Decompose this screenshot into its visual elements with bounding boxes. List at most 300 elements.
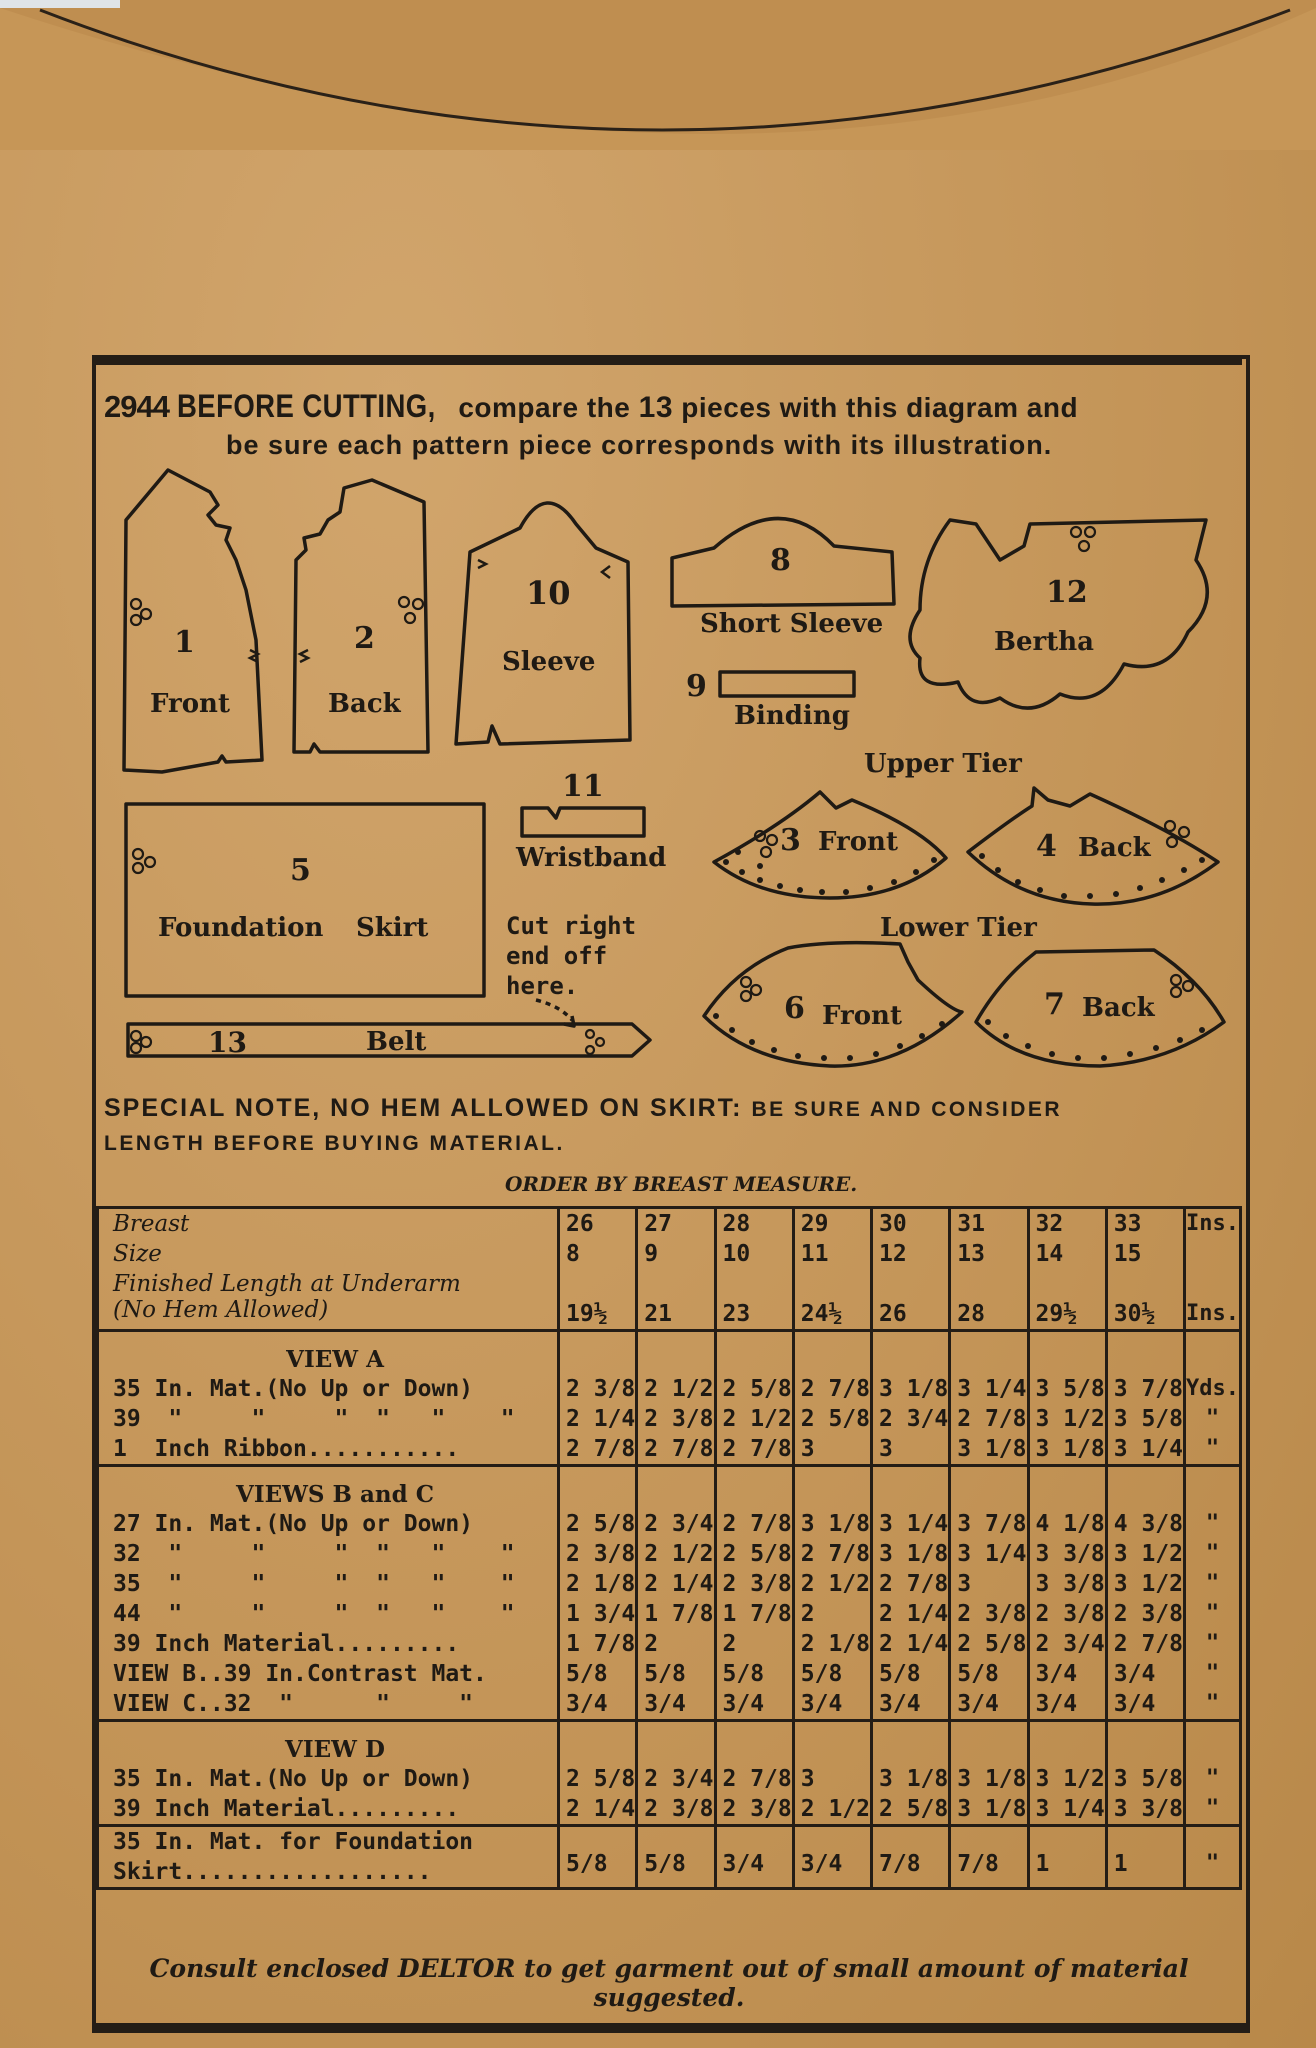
spacer [1036, 1722, 1105, 1764]
row-label: Skirt.................. [113, 1859, 432, 1885]
yardage-value: 3 1/8 [1035, 1436, 1105, 1462]
yardage-value: 2 3/8 [566, 1541, 636, 1567]
unit-value: " [1205, 1541, 1220, 1566]
piece-10-number: 10 [526, 574, 571, 612]
special-note-rest: BE SURE AND CONSIDER [751, 1098, 1063, 1121]
spacer [801, 1722, 870, 1764]
yardage-value: 3/4 [800, 1851, 843, 1877]
section-values [637, 1331, 715, 1466]
size-value: 8 [566, 1241, 580, 1267]
yardage-value: 2 7/8 [879, 1571, 949, 1597]
length-value: 30½ [1113, 1301, 1156, 1327]
length-value: 29½ [1035, 1301, 1078, 1327]
unit-value: " [1205, 1851, 1220, 1876]
spacer [1114, 1269, 1183, 1299]
size-header-row [98, 1208, 1241, 1331]
yardage-value: 3 1/4 [957, 1376, 1027, 1402]
section-values [950, 1826, 1028, 1889]
yardage-value: 2 3/8 [566, 1376, 636, 1402]
row-label: VIEW B..39 In.Contrast Mat. [113, 1661, 487, 1687]
yardage-value: 3/4 [957, 1691, 999, 1717]
yardage-value: 5/8 [879, 1661, 921, 1687]
yardage-value: 2 1/4 [644, 1571, 714, 1597]
yardage-value: 2 1/2 [800, 1571, 871, 1597]
spacer [1114, 1467, 1183, 1509]
section-values [715, 1331, 793, 1466]
yardage-value: 3/4 [1035, 1661, 1078, 1687]
piece-11-number: 11 [562, 769, 604, 804]
section-row-3 [98, 1826, 1241, 1889]
yardage-value: 3 1/2 [1035, 1766, 1105, 1792]
size-value: 10 [722, 1241, 751, 1267]
row-label: 35 " " " " " " [113, 1571, 515, 1597]
size-col-3 [793, 1208, 871, 1331]
row-label: 35 In. Mat.(No Up or Down) [113, 1376, 474, 1402]
yardage-value: 3 3/8 [1035, 1571, 1105, 1597]
yardage-value: 1 3/4 [566, 1601, 636, 1627]
yardage-value: 3 1/2 [1035, 1406, 1105, 1432]
yardage-value: 1 7/8 [566, 1631, 636, 1657]
spacer [879, 1269, 948, 1299]
section-values [1106, 1331, 1184, 1466]
piece-5-name-b: Skirt [356, 913, 429, 943]
yardage-value: 3 1/8 [800, 1511, 871, 1537]
piece-5-name-a: Foundation [158, 913, 324, 943]
spacer [566, 1269, 635, 1299]
yardage-value: 2 3/8 [722, 1571, 792, 1597]
unit-value: " [1205, 1631, 1220, 1656]
size-value: 12 [879, 1241, 907, 1267]
breast-value: 32 [1035, 1211, 1064, 1237]
yardage-value: 3 7/8 [1113, 1376, 1184, 1402]
spacer [1036, 1269, 1105, 1299]
label-no_hem: (No Hem Allowed) [113, 1297, 329, 1323]
length-value: 23 [722, 1301, 751, 1327]
spacer [957, 1332, 1026, 1374]
yardage-value: 5/8 [644, 1661, 686, 1687]
unit-col-header [1185, 1208, 1241, 1331]
section-values [872, 1826, 950, 1889]
size-value: 13 [957, 1241, 985, 1267]
piece-3-name: Front [818, 827, 898, 857]
section-values [715, 1721, 793, 1826]
piece-11-outline [522, 808, 644, 836]
piece-2-number: 2 [354, 621, 375, 656]
yardage-value: 3 1/8 [879, 1376, 949, 1402]
section-row-2 [98, 1721, 1241, 1826]
yardage-value: 3 1/4 [1113, 1436, 1184, 1462]
unit-col [1185, 1466, 1241, 1721]
section-title: VIEW D [285, 1736, 385, 1763]
spacer [644, 1467, 713, 1509]
size-col-4 [872, 1208, 950, 1331]
spacer [1036, 1467, 1105, 1509]
unit-ins: Ins. [1186, 1211, 1239, 1236]
length-value: 19½ [566, 1301, 608, 1327]
yardage-value: 5/8 [722, 1661, 765, 1687]
lower-tier-label: Lower Tier [880, 913, 1037, 943]
size-col-1 [637, 1208, 715, 1331]
yardage-value: 2 5/8 [722, 1376, 792, 1402]
spacer [1186, 1467, 1239, 1509]
section-values [637, 1721, 715, 1826]
section-title: VIEW A [286, 1346, 384, 1373]
section-values [950, 1466, 1028, 1721]
yardage-value: 7/8 [879, 1851, 921, 1877]
length-value: 26 [879, 1301, 907, 1327]
yardage-value: 2 [722, 1631, 737, 1657]
section-values [559, 1331, 637, 1466]
order-by-heading: ORDER BY BREAST MEASURE. [505, 1172, 858, 1196]
yardage-value: 2 5/8 [957, 1631, 1027, 1657]
piece-count: 13 [638, 391, 674, 424]
yardage-value: 3 7/8 [957, 1511, 1027, 1537]
unit-col [1185, 1826, 1241, 1889]
yardage-value: 1 [1035, 1851, 1050, 1877]
header-text-a: compare the [458, 392, 631, 423]
spacer [723, 1467, 792, 1509]
piece-11-name: Wristband [516, 843, 667, 873]
yardage-table [96, 1206, 1242, 1890]
yardage-value: 2 1/4 [566, 1406, 636, 1432]
yardage-value: 3 [957, 1571, 972, 1597]
yardage-value: 2 3/4 [1035, 1631, 1105, 1657]
piece-3-number: 3 [780, 823, 801, 858]
size-col-0 [559, 1208, 637, 1331]
yardage-value: 3 1/8 [957, 1436, 1027, 1462]
yardage-value: 1 7/8 [722, 1601, 792, 1627]
spacer [644, 1332, 713, 1374]
label-breast: Breast [113, 1211, 190, 1237]
piece-1-outline [124, 470, 262, 772]
yardage-value: 2 3/8 [644, 1406, 714, 1432]
yardage-value: 3 1/8 [879, 1541, 949, 1567]
yardage-value: 2 5/8 [566, 1766, 636, 1792]
spacer [879, 1332, 948, 1374]
yardage-value: 2 5/8 [566, 1511, 636, 1537]
yardage-value: 3 [800, 1436, 815, 1462]
row-label: 39 Inch Material......... [113, 1631, 460, 1657]
size-col-7 [1106, 1208, 1184, 1331]
unit-value: Yds. [1186, 1376, 1239, 1401]
section-values [559, 1466, 637, 1721]
yardage-value: 3 1/8 [957, 1796, 1027, 1822]
spacer [723, 1722, 792, 1764]
piece-2-name: Back [328, 689, 401, 719]
yardage-value: 2 7/8 [722, 1766, 792, 1792]
size-header-labels [98, 1208, 559, 1331]
yardage-value: 2 7/8 [722, 1511, 792, 1537]
spacer [1036, 1332, 1105, 1374]
yardage-value: 2 1/2 [644, 1376, 714, 1402]
breast-value: 33 [1113, 1211, 1142, 1237]
row-label: 35 In. Mat.(No Up or Down) [113, 1766, 474, 1792]
breast-value: 27 [644, 1211, 672, 1237]
length-value: 21 [644, 1301, 672, 1327]
spacer [566, 1332, 635, 1374]
piece-6-number: 6 [784, 991, 805, 1026]
special-note-line2: LENGTH BEFORE BUYING MATERIAL. [104, 1132, 565, 1155]
yardage-value: 3 [879, 1436, 893, 1462]
yardage-value: 2 7/8 [1113, 1631, 1184, 1657]
yardage-value: 2 7/8 [800, 1376, 871, 1402]
yardage-value: 2 1/2 [800, 1796, 871, 1822]
size-col-6 [1028, 1208, 1106, 1331]
special-note-main: SPECIAL NOTE, NO HEM ALLOWED ON SKIRT: [104, 1094, 743, 1122]
yardage-value: 3/4 [800, 1691, 843, 1717]
size-value: 14 [1035, 1241, 1064, 1267]
section-values [1106, 1466, 1184, 1721]
yardage-value: 3/4 [1035, 1691, 1078, 1717]
header-line-2: be sure each pattern piece corresponds with its illustration. [226, 430, 1053, 460]
header-text-b: pieces with this diagram and [681, 392, 1079, 423]
section-values [715, 1826, 793, 1889]
yardage-value: 4 1/8 [1035, 1511, 1105, 1537]
yardage-value: 2 1/2 [644, 1541, 714, 1567]
upper-tier-label: Upper Tier [864, 749, 1022, 779]
footer-note: Consult enclosed DELTOR to get garment out of small amount of material suggested. [149, 1954, 1189, 2012]
size-value: 9 [644, 1241, 659, 1267]
unit-ins-2: Ins. [1186, 1301, 1239, 1326]
piece-6-name: Front [822, 1001, 902, 1031]
piece-7-number: 7 [1044, 987, 1065, 1022]
spacer [723, 1269, 792, 1299]
unit-value: " [1205, 1406, 1220, 1431]
section-labels [98, 1826, 559, 1889]
yardage-value: 2 1/4 [879, 1601, 949, 1627]
section-row-0 [98, 1331, 1241, 1466]
breast-value: 31 [957, 1211, 985, 1237]
yardage-value: 3 [800, 1766, 815, 1792]
yardage-value: 3/4 [566, 1691, 608, 1717]
section-values [559, 1826, 637, 1889]
section-values [872, 1466, 950, 1721]
row-label: 39 Inch Material......... [113, 1796, 460, 1822]
section-labels [98, 1331, 559, 1466]
yardage-value: 2 [644, 1631, 659, 1657]
label-finished: Finished Length at Underarm [113, 1271, 461, 1297]
yardage-value: 2 7/8 [644, 1436, 714, 1462]
yardage-value: 2 7/8 [800, 1541, 871, 1567]
yardage-value: 5/8 [644, 1851, 686, 1877]
breast-value: 26 [566, 1211, 594, 1237]
row-label: 35 In. Mat. for Foundation [113, 1829, 474, 1855]
length-value: 28 [957, 1301, 985, 1327]
yardage-value: 3 1/2 [1113, 1541, 1184, 1567]
yardage-value: 3/4 [1113, 1661, 1156, 1687]
row-label: 44 " " " " " " [113, 1601, 515, 1627]
yardage-value: 2 5/8 [722, 1541, 792, 1567]
yardage-value: 5/8 [566, 1661, 608, 1687]
piece-1-name: Front [150, 689, 230, 719]
unit-value: " [1205, 1661, 1220, 1686]
spacer [644, 1269, 713, 1299]
piece-5-outline [126, 804, 484, 996]
row-label: VIEW C..32 " " " [113, 1691, 474, 1717]
yardage-value: 2 5/8 [800, 1406, 871, 1432]
cut-note-2: end off [506, 942, 608, 970]
unit-value: " [1205, 1436, 1220, 1461]
unit-col [1185, 1721, 1241, 1826]
section-values [872, 1331, 950, 1466]
spacer [566, 1467, 635, 1509]
section-values [950, 1721, 1028, 1826]
yardage-value: 5/8 [957, 1661, 999, 1687]
spacer [723, 1332, 792, 1374]
piece-8-number: 8 [770, 543, 791, 578]
spacer [1186, 1239, 1239, 1269]
unit-value: " [1205, 1511, 1220, 1536]
yardage-value: 3 5/8 [1113, 1406, 1184, 1432]
piece-12-name: Bertha [994, 627, 1094, 657]
yardage-value: 2 3/4 [644, 1511, 714, 1537]
piece-4-number: 4 [1036, 829, 1057, 864]
piece-9-number: 9 [686, 669, 707, 704]
section-values [1106, 1826, 1184, 1889]
yardage-value: 7/8 [957, 1851, 999, 1877]
spacer [957, 1269, 1026, 1299]
section-values [793, 1331, 871, 1466]
spacer [1114, 1722, 1183, 1764]
cut-note-1: Cut right [506, 912, 637, 940]
label-size: Size [113, 1241, 162, 1267]
section-values [637, 1466, 715, 1721]
section-values [1028, 1721, 1106, 1826]
section-values [637, 1826, 715, 1889]
unit-value: " [1205, 1796, 1220, 1821]
yardage-value: 3 3/8 [1035, 1541, 1105, 1567]
yardage-value: 2 3/8 [1035, 1601, 1105, 1627]
piece-13-name: Belt [366, 1027, 427, 1057]
yardage-value: 3 1/4 [957, 1541, 1027, 1567]
yardage-value: 2 1/4 [566, 1796, 636, 1822]
length-value: 24½ [800, 1301, 843, 1327]
yardage-value: 2 3/8 [957, 1601, 1027, 1627]
yardage-value: 3 1/8 [957, 1766, 1027, 1792]
yardage-value: 2 3/4 [644, 1766, 714, 1792]
spacer [801, 1269, 870, 1299]
section-values [793, 1826, 871, 1889]
yardage-value: 1 7/8 [644, 1601, 714, 1627]
spacer [1186, 1722, 1239, 1764]
cut-note-3: here. [506, 972, 579, 1000]
unit-value: " [1205, 1691, 1220, 1716]
section-labels [98, 1721, 559, 1826]
piece-12-number: 12 [1046, 575, 1088, 610]
spacer [957, 1722, 1026, 1764]
piece-7-name: Back [1082, 993, 1155, 1023]
yardage-value: 2 1/8 [566, 1571, 636, 1597]
spacer [801, 1332, 870, 1374]
size-value: 11 [800, 1241, 829, 1267]
unit-value: " [1205, 1766, 1220, 1791]
yardage-value: 3/4 [879, 1691, 921, 1717]
row-label: 27 In. Mat.(No Up or Down) [113, 1511, 474, 1537]
yardage-value: 3 1/4 [879, 1511, 949, 1537]
breast-value: 30 [879, 1211, 907, 1237]
yardage-value: 2 7/8 [566, 1436, 636, 1462]
special-note [104, 1092, 1234, 1160]
section-values [1028, 1826, 1106, 1889]
section-values [559, 1721, 637, 1826]
breast-value: 29 [800, 1211, 829, 1237]
row-label: 1 Inch Ribbon........... [113, 1436, 460, 1462]
section-title: VIEWS B and C [235, 1481, 435, 1508]
spacer [644, 1722, 713, 1764]
row-label: 39 " " " " " " [113, 1406, 515, 1432]
yardage-value: 4 3/8 [1113, 1511, 1184, 1537]
yardage-value: 2 1/8 [800, 1631, 871, 1657]
spacer [879, 1467, 948, 1509]
yardage-value: 2 7/8 [957, 1406, 1027, 1432]
yardage-value: 2 7/8 [722, 1436, 792, 1462]
section-values [1106, 1721, 1184, 1826]
size-col-5 [950, 1208, 1028, 1331]
yardage-value: 3/4 [722, 1691, 765, 1717]
yardage-value: 3 5/8 [1035, 1376, 1105, 1402]
piece-9-outline [720, 672, 854, 696]
section-values [872, 1721, 950, 1826]
cut-arrow [536, 1000, 572, 1020]
yardage-value: 3 1/8 [879, 1766, 949, 1792]
yardage-value: 2 [800, 1601, 815, 1627]
yardage-value: 3 1/4 [1035, 1796, 1105, 1822]
spacer [801, 1467, 870, 1509]
before-cutting: BEFORE CUTTING, [177, 388, 436, 424]
piece-1-number: 1 [174, 625, 195, 660]
section-values [793, 1466, 871, 1721]
yardage-value: 2 3/8 [722, 1796, 792, 1822]
section-labels [98, 1466, 559, 1721]
spacer [957, 1467, 1026, 1509]
yardage-value: 2 5/8 [879, 1796, 949, 1822]
breast-value: 28 [722, 1211, 751, 1237]
yardage-value: 5/8 [800, 1661, 843, 1687]
size-value: 15 [1113, 1241, 1142, 1267]
section-values [1028, 1331, 1106, 1466]
piece-10-name: Sleeve [502, 647, 596, 677]
section-values [715, 1466, 793, 1721]
unit-value: " [1205, 1601, 1220, 1626]
yardage-value: 2 3/8 [644, 1796, 714, 1822]
yardage-value: 1 [1113, 1851, 1128, 1877]
piece-5-number: 5 [290, 853, 311, 888]
piece-4-name: Back [1078, 833, 1151, 863]
yardage-value: 3/4 [1113, 1691, 1156, 1717]
piece-10-outline [456, 503, 630, 744]
spacer [879, 1722, 948, 1764]
spacer [566, 1722, 635, 1764]
yardage-value: 3 3/8 [1113, 1796, 1184, 1822]
spacer [1186, 1269, 1239, 1299]
piece-13-number: 13 [208, 1026, 247, 1059]
unit-col [1185, 1331, 1241, 1466]
yardage-value: 2 1/2 [722, 1406, 792, 1432]
yardage-value: 3/4 [644, 1691, 686, 1717]
spacer [1186, 1332, 1239, 1374]
yardage-value: 5/8 [566, 1851, 608, 1877]
unit-value: " [1205, 1571, 1220, 1596]
piece-12-outline [910, 520, 1207, 708]
yardage-value: 2 3/4 [879, 1406, 949, 1432]
section-values [793, 1721, 871, 1826]
section-row-1 [98, 1466, 1241, 1721]
yardage-value: 2 3/8 [1113, 1601, 1184, 1627]
spacer [1114, 1332, 1183, 1374]
piece-8-name: Short Sleeve [700, 609, 884, 639]
yardage-value: 2 1/4 [879, 1631, 949, 1657]
section-values [950, 1331, 1028, 1466]
